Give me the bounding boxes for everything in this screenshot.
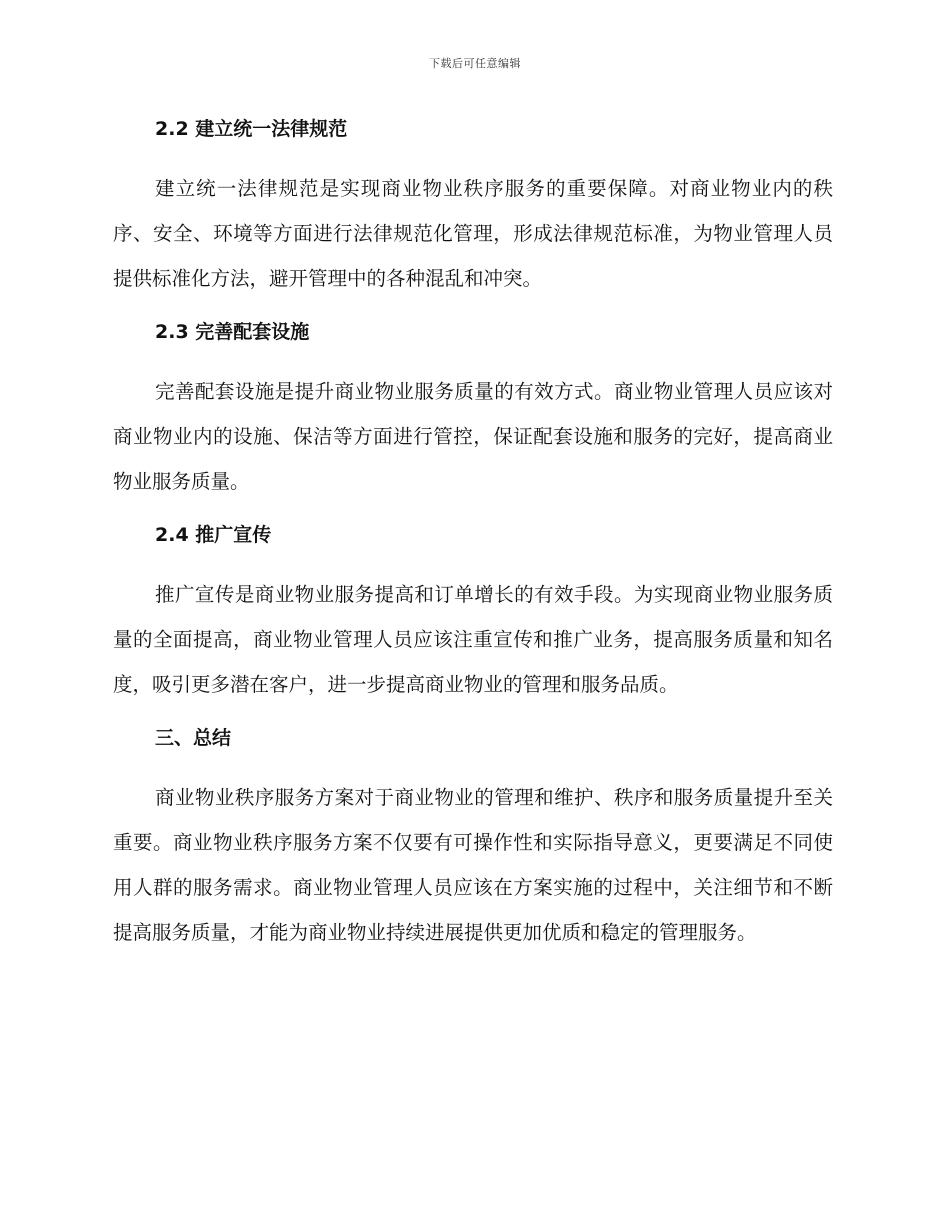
section-heading-2-3: 2.3 完善配套设施 <box>155 321 310 343</box>
section-paragraph-2-3: 完善配套设施是提升商业物业服务质量的有效方式。商业物业管理人员应该对商业物业内的设施、保洁等方面进行管控，保证配套设施和服务的完好，提高商业物业服务质量。 <box>113 380 833 493</box>
section-heading-summary: 三、总结 <box>155 727 232 749</box>
header-note: 下载后可任意编辑 <box>429 57 521 70</box>
section-heading-2-2: 2.2 建立统一法律规范 <box>155 118 348 140</box>
section-heading-2-4: 2.4 推广宣传 <box>155 524 272 546</box>
section-paragraph-2-4: 推广宣传是商业物业服务提高和订单增长的有效手段。为实现商业物业服务质量的全面提高，商业物业管理人员应该注重宣传和推广业务，提高服务质量和知名度，吸引更多潜在客户，进一步提高商业物业的管理和服务品质。 <box>113 583 833 696</box>
section-paragraph-2-2: 建立统一法律规范是实现商业物业秩序服务的重要保障。对商业物业内的秩序、安全、环境等方面进行法律规范化管理，形成法律规范标准，为物业管理人员提供标准化方法，避开管理中的各种混乱和冲突。 <box>113 177 833 290</box>
section-paragraph-summary: 商业物业秩序服务方案对于商业物业的管理和维护、秩序和服务质量提升至关重要。商业物业秩序服务方案不仅要有可操作性和实际指导意义，更要满足不同使用人群的服务需求。商业物业管理人员应该在方案实施的过程中，关注细节和不断提高服务质量，才能为商业物业持续进展提供更加优质和稳定的管理服务。 <box>113 786 833 944</box>
document-body <box>113 112 833 955</box>
